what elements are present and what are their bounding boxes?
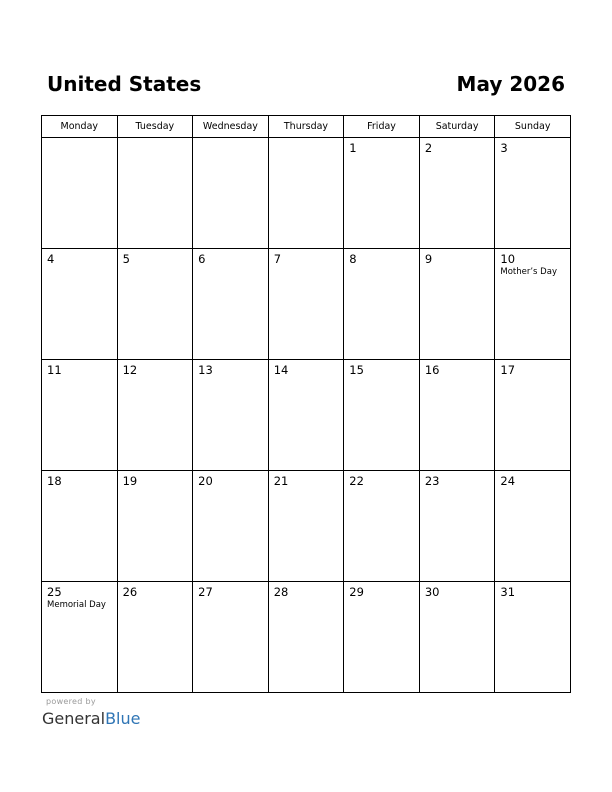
week-row — [42, 360, 571, 471]
holiday-label — [118, 141, 193, 142]
day-cell — [495, 471, 571, 582]
week-row — [42, 249, 571, 360]
day-number: 24 — [500, 474, 516, 488]
day-cell — [117, 582, 193, 693]
day-number: 20 — [198, 474, 213, 488]
month-title: May 2026 — [456, 72, 565, 96]
day-number: 4 — [47, 252, 55, 266]
day-cell — [268, 249, 344, 360]
weekday-header: Wednesday — [193, 116, 269, 138]
holiday-label — [193, 377, 268, 378]
day-cell — [193, 138, 269, 249]
day-number: 6 — [198, 252, 206, 266]
holiday-label — [420, 155, 495, 156]
holiday-label — [42, 141, 117, 142]
holiday-label — [495, 599, 570, 600]
day-cell — [193, 249, 269, 360]
day-number: 10 — [500, 252, 516, 266]
day-cell — [42, 471, 118, 582]
day-number: 2 — [424, 141, 433, 155]
day-cell — [117, 360, 193, 471]
weekday-header: Tuesday — [117, 116, 193, 138]
holiday-label — [193, 266, 268, 267]
holiday-label — [118, 377, 193, 378]
day-number: 21 — [273, 474, 289, 488]
day-number: 25 — [47, 585, 62, 599]
day-number: 9 — [424, 252, 433, 266]
day-number: 3 — [500, 141, 508, 155]
weekday-header: Monday — [42, 116, 118, 138]
weekday-header: Thursday — [268, 116, 344, 138]
day-number: 8 — [349, 252, 357, 266]
holiday-label — [495, 377, 570, 378]
day-number: 15 — [349, 363, 364, 377]
day-number: 19 — [122, 474, 138, 488]
day-cell — [268, 138, 344, 249]
holiday-label — [42, 488, 117, 489]
day-cell — [495, 249, 571, 360]
day-cell — [193, 471, 269, 582]
holiday-label — [344, 266, 419, 267]
footer-branding — [42, 697, 140, 730]
holiday-label — [344, 599, 419, 600]
holiday-label — [344, 377, 419, 378]
generalblue-logo[interactable] — [42, 708, 140, 730]
country-title: United States — [47, 72, 202, 96]
day-number: 7 — [273, 252, 282, 266]
powered-by-label: powered by — [46, 697, 96, 706]
week-row — [42, 471, 571, 582]
weekday-header: Sunday — [495, 116, 571, 138]
weekday-header-row — [42, 116, 571, 138]
day-cell — [495, 360, 571, 471]
day-cell — [344, 582, 420, 693]
day-cell — [344, 138, 420, 249]
day-number: 13 — [198, 363, 213, 377]
holiday-label: Mother’s Day — [500, 267, 557, 277]
week-row — [42, 582, 571, 693]
day-cell — [344, 471, 420, 582]
holiday-label — [344, 488, 419, 489]
logo-text-general: General — [42, 709, 106, 728]
holiday-label: Memorial Day — [47, 600, 106, 610]
day-number: 23 — [424, 474, 440, 488]
week-row — [42, 138, 571, 249]
day-cell — [344, 249, 420, 360]
holiday-label — [495, 488, 570, 489]
day-cell — [193, 582, 269, 693]
day-number: 22 — [349, 474, 364, 488]
holiday-label — [420, 266, 495, 267]
logo-text-blue: Blue — [105, 709, 141, 728]
day-number: 16 — [424, 363, 440, 377]
holiday-label — [193, 141, 268, 142]
holiday-label — [269, 599, 344, 600]
holiday-label — [269, 488, 344, 489]
day-cell — [117, 138, 193, 249]
holiday-label — [420, 599, 495, 600]
day-cell — [419, 360, 495, 471]
day-number: 29 — [349, 585, 364, 599]
day-number: 12 — [122, 363, 138, 377]
day-cell — [117, 249, 193, 360]
holiday-label — [118, 599, 193, 600]
day-cell — [268, 471, 344, 582]
day-number: 18 — [47, 474, 62, 488]
day-cell — [42, 249, 118, 360]
day-number: 5 — [122, 252, 130, 266]
day-cell — [117, 471, 193, 582]
holiday-label — [344, 155, 419, 156]
holiday-label — [118, 266, 193, 267]
day-cell — [419, 582, 495, 693]
holiday-label — [269, 377, 344, 378]
day-number: 17 — [500, 363, 516, 377]
holiday-label — [495, 155, 570, 156]
holiday-label — [193, 488, 268, 489]
day-cell — [419, 471, 495, 582]
day-number: 31 — [500, 585, 516, 599]
day-number: 26 — [122, 585, 138, 599]
day-cell — [193, 360, 269, 471]
day-number: 30 — [424, 585, 440, 599]
calendar-grid — [41, 115, 571, 693]
day-cell — [268, 360, 344, 471]
day-cell — [419, 138, 495, 249]
day-cell — [42, 138, 118, 249]
holiday-label — [42, 266, 117, 267]
weekday-header: Saturday — [419, 116, 495, 138]
day-cell — [42, 582, 118, 693]
day-number: 27 — [198, 585, 213, 599]
day-cell — [42, 360, 118, 471]
holiday-label — [118, 488, 193, 489]
day-cell — [268, 582, 344, 693]
day-number: 28 — [273, 585, 289, 599]
day-cell — [495, 582, 571, 693]
day-cell — [495, 138, 571, 249]
holiday-label — [193, 599, 268, 600]
weekday-header: Friday — [344, 116, 420, 138]
day-number: 14 — [273, 363, 289, 377]
day-cell — [344, 360, 420, 471]
holiday-label — [42, 377, 117, 378]
holiday-label — [420, 488, 495, 489]
day-number: 11 — [47, 363, 62, 377]
holiday-label — [269, 141, 344, 142]
day-cell — [419, 249, 495, 360]
holiday-label — [420, 377, 495, 378]
day-number: 1 — [349, 141, 357, 155]
holiday-label — [269, 266, 344, 267]
